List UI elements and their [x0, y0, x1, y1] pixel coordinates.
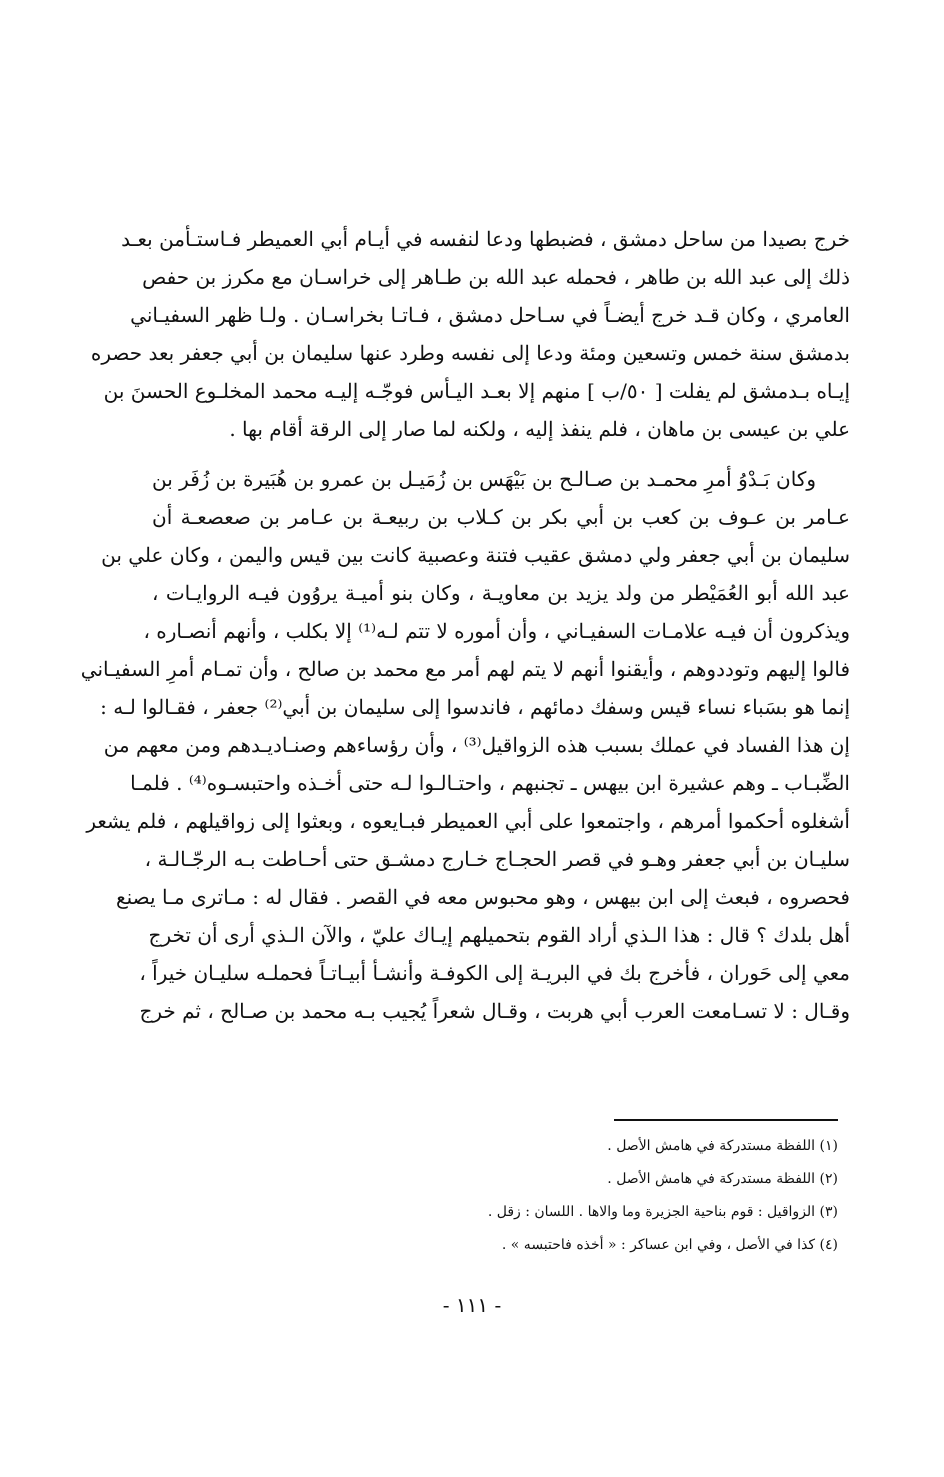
text-line: معي إلى حَوران ، فأخرج بك في البريـة إلى الكوفـة وأنشـأ أبيـاتـاً فحملـه سليـان خيراً ،	[139, 961, 850, 985]
text-line: فالوا إليهم وتوددوهم ، وأيقنوا أنهم لا يتم لهم أمر مع محمد بن صالح ، وأن تمـام أمرِ السفيـاني	[80, 657, 850, 681]
footnotes	[338, 1130, 838, 1262]
text-line: وكان بَـدْوُ أمرِ محمـد بن صـالـح بن بَيْهَس بن زُمَيـل بن عمرو بن هُبَيرة بن زُفَر بن	[152, 467, 816, 491]
paragraph-2	[80, 460, 850, 1030]
text-line: أهل بلدك ؟ قال : هذا الـذي أراد القوم بتحميلهم إيـاك عليّ ، والآن الـذي أرى أن تخرج	[148, 923, 850, 947]
text-line: عـامر بن عـوف بن كعب بن أبي بكر بن كـلاب بن ربيعـة بن عـامر بن صعصعـة أن	[152, 505, 850, 529]
text-line: سليـان بن أبي جعفر وهـو في قصر الحجـاج خـارج دمشـق حتى أحـاطت بـه الرجّـالـة ،	[144, 847, 850, 871]
text-line: خرج بصيدا من ساحل دمشق ، فضبطها ودعا لنفسه في أيـام أبي العميطر فـاستـأمن بعـد	[121, 227, 850, 251]
text-line: سليمان بن أبي جعفر ولي دمشق عقيب فتنة وعصبية كانت بين قيس واليمن ، وكان علي بن	[101, 543, 850, 567]
main-text	[80, 220, 850, 1030]
footnote-2: (٢) اللفظة مستدركة في هامش الأصل .	[607, 1171, 838, 1187]
text-line: إيـاه بـدمشق لم يفلت [ ٥٠/ب ] منهم إلا بعـد اليـأس فوجّـه إليـه محمد المخلـوع الحسنَ بن	[103, 379, 850, 403]
text-line: عبد الله أبو العُمَيْطر من ولد يزيد بن معاويـة ، وكان بنو أميـة يروُون فيـه الروايـات ،	[152, 581, 850, 605]
text-line: إنما هو بسَباء نساء قيس وسفك دمائهم ، فاندسوا إلى سليمان بن أبي⁽²⁾ جعفر ، فقـالوا لـه :	[100, 695, 850, 719]
footnote-divider	[614, 1119, 838, 1121]
footnote-3: (٣) الزواقيل : قوم بناحية الجزيرة وما والاها . اللسان : زقل .	[487, 1204, 838, 1220]
text-line: الضِّبـاب ـ وهم عشيرة ابن بيهس ـ تجنبهم ، واحتـالـوا لـه حتى أخـذه واحتبسـوه⁽⁴⁾ . فلمـا	[130, 771, 850, 795]
footnote-1: (١) اللفظة مستدركة في هامش الأصل .	[607, 1138, 838, 1154]
text-line: بدمشق سنة خمس وتسعين ومئة ودعا إلى نفسه وطرد عنها سليمان بن أبي جعفر بعد حصره	[90, 341, 850, 365]
text-line: وقـال : لا تسـامعت العرب أبي هربت ، وقـال شعراً يُجيب بـه محمد بن صـالح ، ثم خرج	[139, 999, 850, 1023]
text-line: إن هذا الفساد في عملك بسبب هذه الزواقيل⁽³⁾ ، وأن رؤساءهم وصنـاديـدهم ومن معهم من	[103, 733, 850, 757]
footnote-4: (٤) كذا في الأصل ، وفي ابن عساكر : « أخذه فاحتبسه » .	[501, 1237, 838, 1253]
text-line: العامري ، وكان قـد خرج أيضـاً في سـاحل دمشق ، فـاتـا بخراسـان . ولـا ظهر السفيـاني	[130, 303, 850, 327]
text-line: ويذكرون أن فيـه علامـات السفيـاني ، وأن أموره لا تتم لـه⁽¹⁾ إلا بكلب ، وأنهم أنصـاره ،	[143, 619, 850, 643]
text-line: علي بن عيسى بن ماهان ، فلم ينفذ إليه ، ولكنه لما صار إلى الرقة أقام بها .	[229, 417, 850, 441]
paragraph-1	[90, 220, 850, 448]
text-line: ذلك إلى عبد الله بن طاهر ، فحمله عبد الله بن طـاهر إلى خراسـان مع مكرز بن حفص	[142, 265, 850, 289]
text-line: أشغلوه أحكموا أمرهم ، واجتمعوا على أبي العميطر فبـايعوه ، وبعثوا إلى زواقيلهم ، فلم يشعر	[86, 809, 850, 833]
text-line: فحصروه ، فبعث إلى ابن بيهس ، وهو محبوس معه في القصر . فقال له : مـاترى مـا يصنع	[116, 885, 850, 909]
page-number: - ١١١ -	[442, 1293, 502, 1317]
